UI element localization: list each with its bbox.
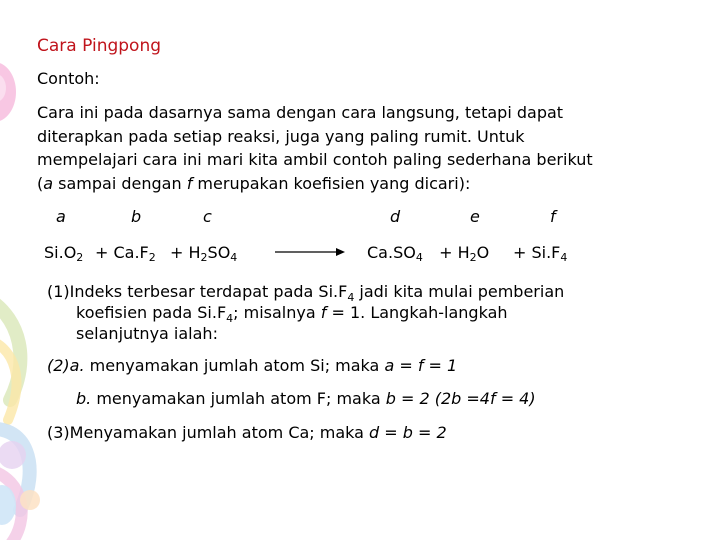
product-sif4: + $Si.F_4$ (513, 243, 568, 264)
page-title: Cara Pingpong (37, 36, 162, 56)
intro-line: diterapkan pada setiap reaksi, juga yang paling rumit. Untuk (37, 126, 525, 146)
coefficient-f: f (550, 207, 556, 226)
step2a-line: (2)a. menyamakan jumlah atom Si; maka a = f = 1 (47, 356, 458, 375)
reactant-caf2: + $Ca.F_2$ (95, 243, 156, 264)
product-caso4: $Ca.SO_4$ (367, 243, 423, 264)
coefficient-a: a (56, 207, 66, 226)
intro-line: Cara ini pada dasarnya sama dengan cara langsung, tetapi dapat (37, 103, 564, 122)
coefficient-b: b (131, 207, 142, 226)
coefficient-d: d (390, 207, 401, 226)
intro-line: mempelajari cara ini mari kita ambil contoh paling sederhana berikut (37, 150, 593, 169)
step1-line1: (1)Indeks terbesar terdapat pada $Si.F_4$ jadi kita mulai pemberian (47, 282, 565, 305)
reaction-arrow (274, 246, 346, 258)
intro-line: (a sampai dengan f merupakan koefisien yang dicari): (37, 173, 471, 193)
intro-paragraph (37, 101, 677, 195)
step1-line3: selanjutnya ialah: (76, 324, 218, 343)
step3-line: (3)Menyamakan jumlah atom Ca; maka d = b = 2 (47, 423, 447, 442)
product-h2o: + $H_2O$ (439, 243, 490, 264)
reactant-sio2: $Si.O_2$ (44, 243, 84, 264)
step2b-line: b. menyamakan jumlah atom F; maka b = 2 (2b =4f = 4) (76, 389, 536, 408)
step1-line2: koefisien pada $Si.F_4$; misalnya f = 1. Langkah-langkah (76, 303, 508, 326)
coefficient-e: e (470, 207, 480, 226)
balloon-icon (0, 62, 16, 122)
example-label: Contoh: (37, 69, 100, 88)
reactant-h2so4: + $H_2SO_4$ (170, 243, 238, 264)
coefficient-c: c (203, 207, 212, 226)
